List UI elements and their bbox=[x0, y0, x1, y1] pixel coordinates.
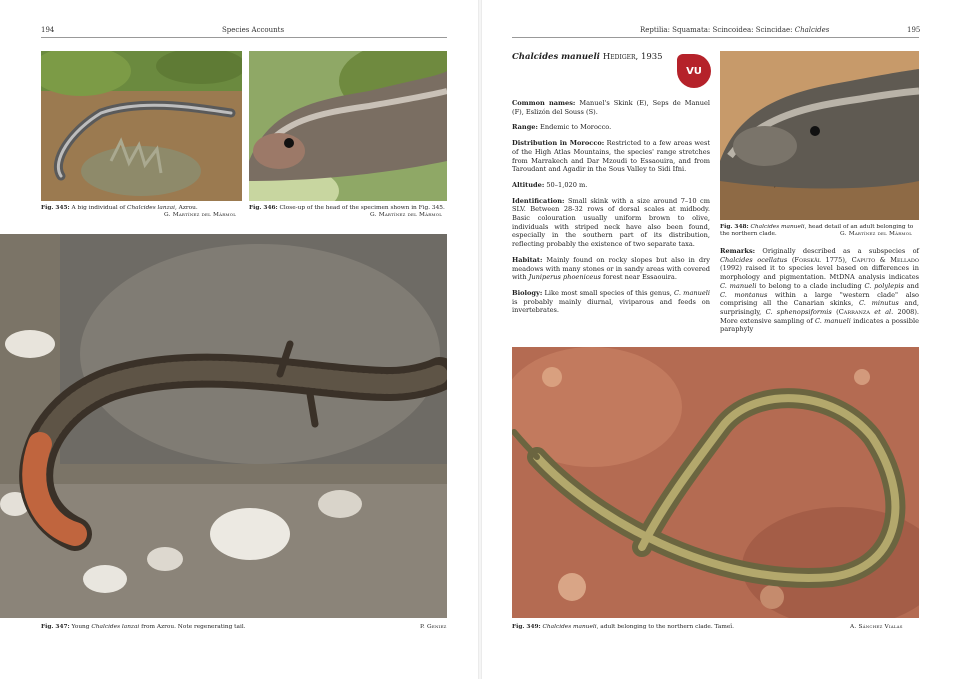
photo-fig-348 bbox=[720, 51, 919, 220]
photo-fig-345 bbox=[41, 51, 242, 201]
species-account-text bbox=[512, 99, 710, 322]
section-distribution: Distribution in Morocco: Restricted to a few areas west of the High Atlas Mountains, the species' range stretches from Marrakech and Dar Mzoudi to Essaouira, and from Taroudant and Agadir in the Sous Valley to Sidi Ifni. bbox=[512, 139, 710, 174]
photo-fig-346 bbox=[249, 51, 447, 201]
remarks-text: Remarks: Originally described as a subspecies of Chalcides ocellatus (Forskål 1775), Caputo & Mellado (1992) raised it to species level based on differences in morphology and pigmentation. MtDNA analysis indicates C. manueli to belong to a clade including C. polylepis and C. montanus within a large "western clade" also comprising all the Canarian skinks, C. minutus and, surprisingly, C. sphenopsiformis (Carranza et al. 2008). More extensive sampling of C. manueli indicates a possible paraphyly bbox=[720, 247, 920, 334]
photo-fig-349 bbox=[512, 347, 919, 618]
credit-fig-348: G. Martínez del Mármol bbox=[840, 231, 913, 237]
section-habitat: Habitat: Mainly found on rocky slopes but also in dry meadows with many stones or in sandy areas with covered with Juniperus phoeniceus forest near Essaouira. bbox=[512, 255, 710, 282]
caption-fig-346: Fig. 346: Close-up of the head of the specimen shown in Fig. 345. bbox=[249, 205, 445, 211]
caption-fig-345: Fig. 345: A big individual of Chalcides lanzai, Azrou. bbox=[41, 205, 198, 211]
section-range: Range: Endemic to Morocco. bbox=[512, 123, 612, 132]
credit-fig-349: A. Sánchez Vialas bbox=[850, 624, 903, 630]
credit-fig-347: P. Geniez bbox=[420, 624, 447, 630]
left-page-number: 194 bbox=[41, 26, 55, 34]
book-gutter bbox=[478, 0, 482, 679]
status-badge: VU bbox=[677, 54, 711, 88]
caption-fig-347: Fig. 347: Young Chalcides lanzai from Azrou. Note regenerating tail. bbox=[41, 624, 246, 630]
left-running-head: Species Accounts bbox=[222, 26, 285, 34]
photo-fig-347 bbox=[0, 234, 447, 618]
species-title: Chalcides manueli Hediger, 1935 bbox=[512, 52, 663, 62]
left-header-rule bbox=[41, 37, 447, 38]
caption-fig-349: Fig. 349: Chalcides manueli, adult belonging to the northern clade. Tameî. bbox=[512, 624, 735, 630]
credit-fig-345: G. Martínez del Mármol bbox=[164, 212, 237, 218]
caption-fig-348: Fig. 348: Chalcides manueli, head detail of an adult belonging to the northern clade. bbox=[720, 224, 914, 238]
credit-fig-346: G. Martínez del Mármol bbox=[370, 212, 443, 218]
right-page-number: 195 bbox=[907, 26, 921, 34]
right-running-head: Reptilia: Squamata: Scincoidea: Scincidae: Chalcides bbox=[640, 26, 830, 34]
section-altitude: Altitude: 50–1,020 m. bbox=[512, 180, 588, 189]
right-header-rule bbox=[512, 37, 919, 38]
section-common-names: Common names: Manuel's Skink (E), Seps de Manuel (F), Eslizón del Souss (S). bbox=[512, 99, 710, 116]
section-identification: Identification: Small skink with a size around 7–10 cm SLV. Between 28-32 rows of dorsal scales at midbody. Basic colouration usually uniform brown to olive, individuals with striped neck have also been found, especially in the southern part of its distribution, reflecting probably the existence of two separate taxa. bbox=[512, 196, 710, 249]
section-biology: Biology: Like most small species of this genus, C. manueli is probably mainly diurnal, viviparous and feeds on invertebrates. bbox=[512, 288, 710, 315]
